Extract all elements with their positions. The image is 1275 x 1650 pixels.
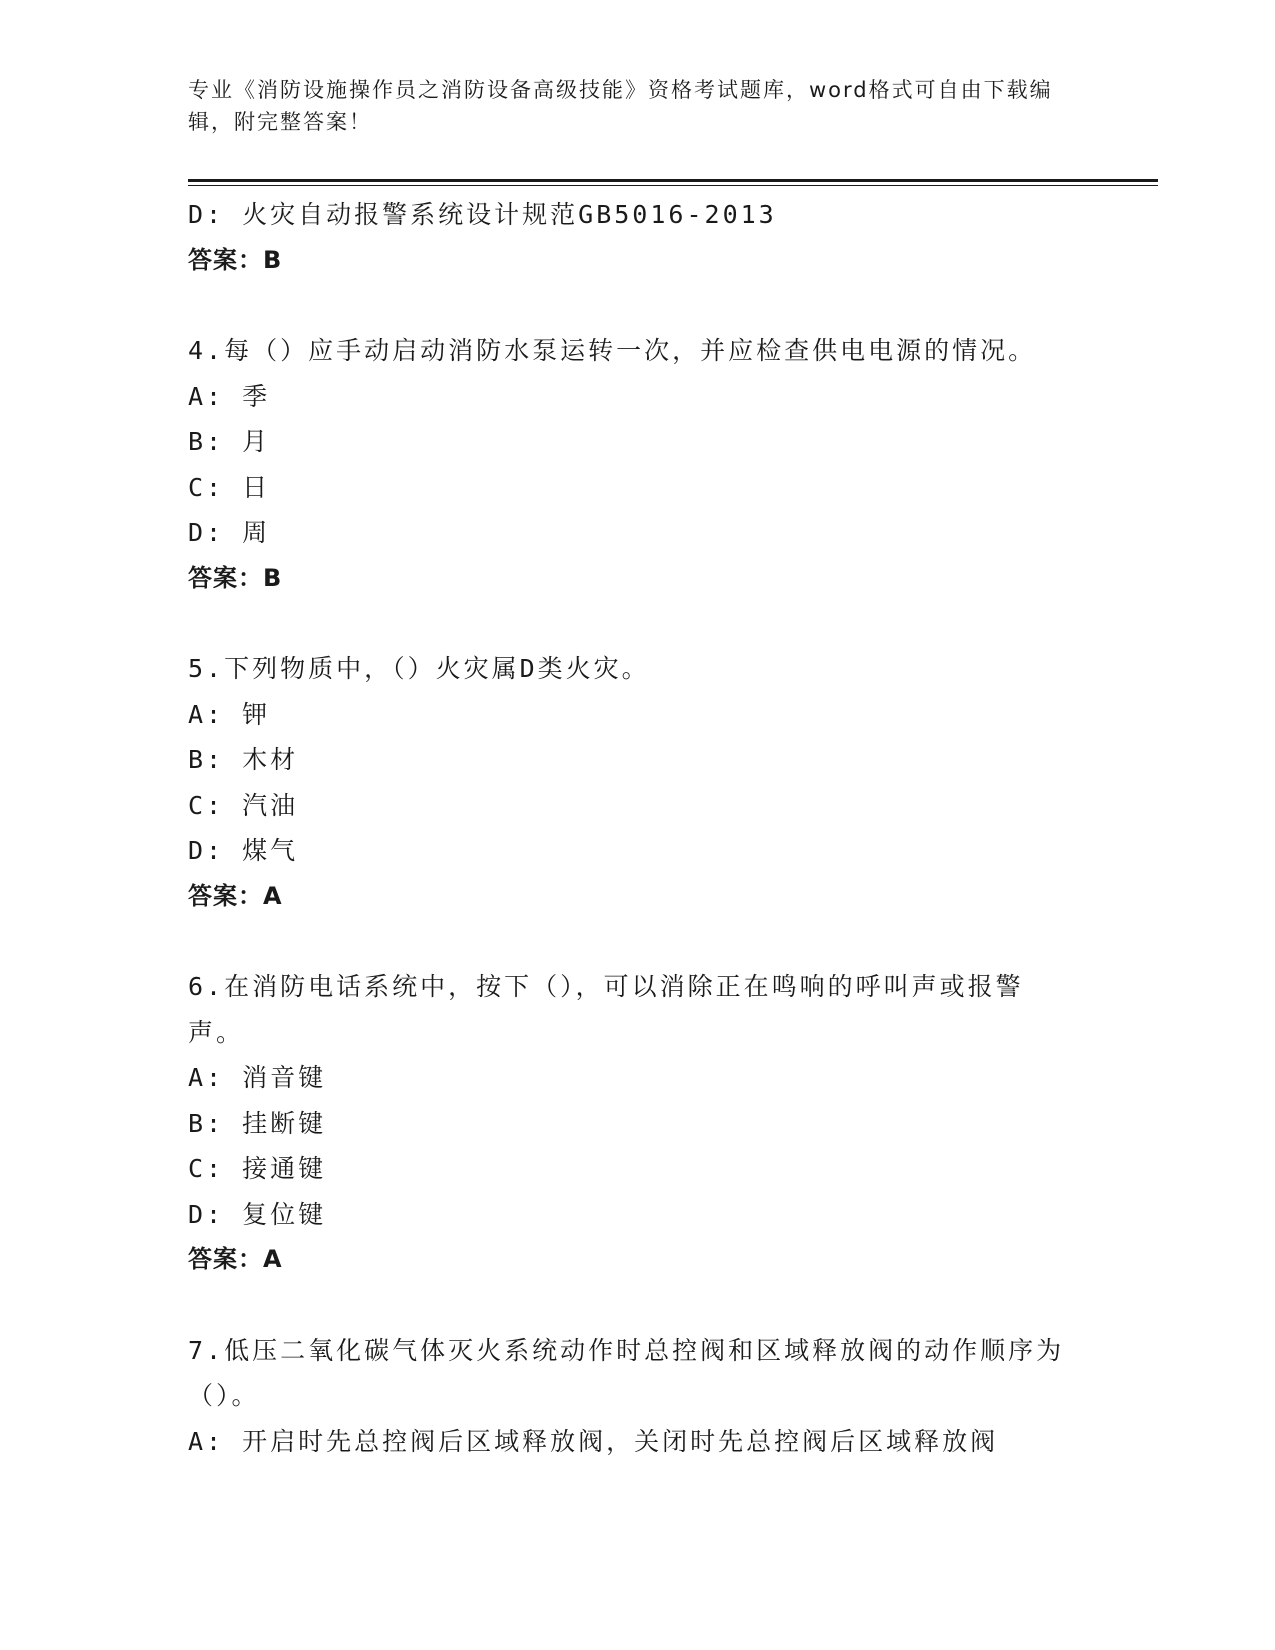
question-4-option-c: C: 日 [188, 472, 271, 502]
option-d-prev: D: 火灾自动报警系统设计规范GB5016-2013 [188, 200, 777, 229]
spacer [188, 1283, 1078, 1328]
question-4-option-b: B: 月 [188, 427, 271, 456]
question-5-answer: 答案：A [188, 881, 283, 910]
question-4-option-d: D: 周 [188, 518, 271, 547]
spacer [188, 283, 1078, 328]
question-6-option-c: C: 接通键 [188, 1154, 327, 1183]
question-6-option-d: D: 复位键 [188, 1199, 327, 1229]
question-6-option-a: A: 消音键 [188, 1063, 327, 1092]
question-6-answer: 答案：A [188, 1245, 283, 1273]
question-list [188, 192, 1078, 1464]
question-6-stem: 6.在消防电话系统中，按下（），可以消除正在鸣响的呼叫声或报警声。 [188, 972, 1024, 1047]
header-divider-thin [188, 185, 1158, 186]
question-5-option-a: A: 钾 [188, 699, 271, 729]
question-7-option-a: A: 开启时先总控阀后区域释放阀，关闭时先总控阀后区域释放阀 [188, 1426, 999, 1456]
question-7-stem: 7.低压二氧化碳气体灭火系统动作时总控阀和区域释放阀的动作顺序为（）。 [188, 1335, 1065, 1410]
question-5-option-c: C: 汽油 [188, 790, 299, 820]
question-6-option-b: B: 挂断键 [188, 1108, 327, 1138]
question-5-option-d: D: 煤气 [188, 836, 299, 865]
spacer [188, 919, 1078, 964]
question-4-answer: 答案：B [188, 563, 283, 592]
document-header: 专业《消防设施操作员之消防设备高级技能》资格考试题库，word格式可自由下载编辑，附完整答案！ [188, 78, 1053, 134]
question-4-stem: 4.每（）应手动启动消防水泵运转一次，并应检查供电电源的情况。 [188, 336, 1037, 365]
header-divider-thick [188, 179, 1158, 182]
spacer [188, 601, 1078, 646]
question-5-stem: 5.下列物质中，（）火灾属D类火灾。 [188, 654, 650, 683]
question-5-option-b: B: 木材 [188, 745, 299, 774]
answer-prev: 答案：B [188, 245, 283, 274]
question-4-option-a: A: 季 [188, 381, 271, 411]
